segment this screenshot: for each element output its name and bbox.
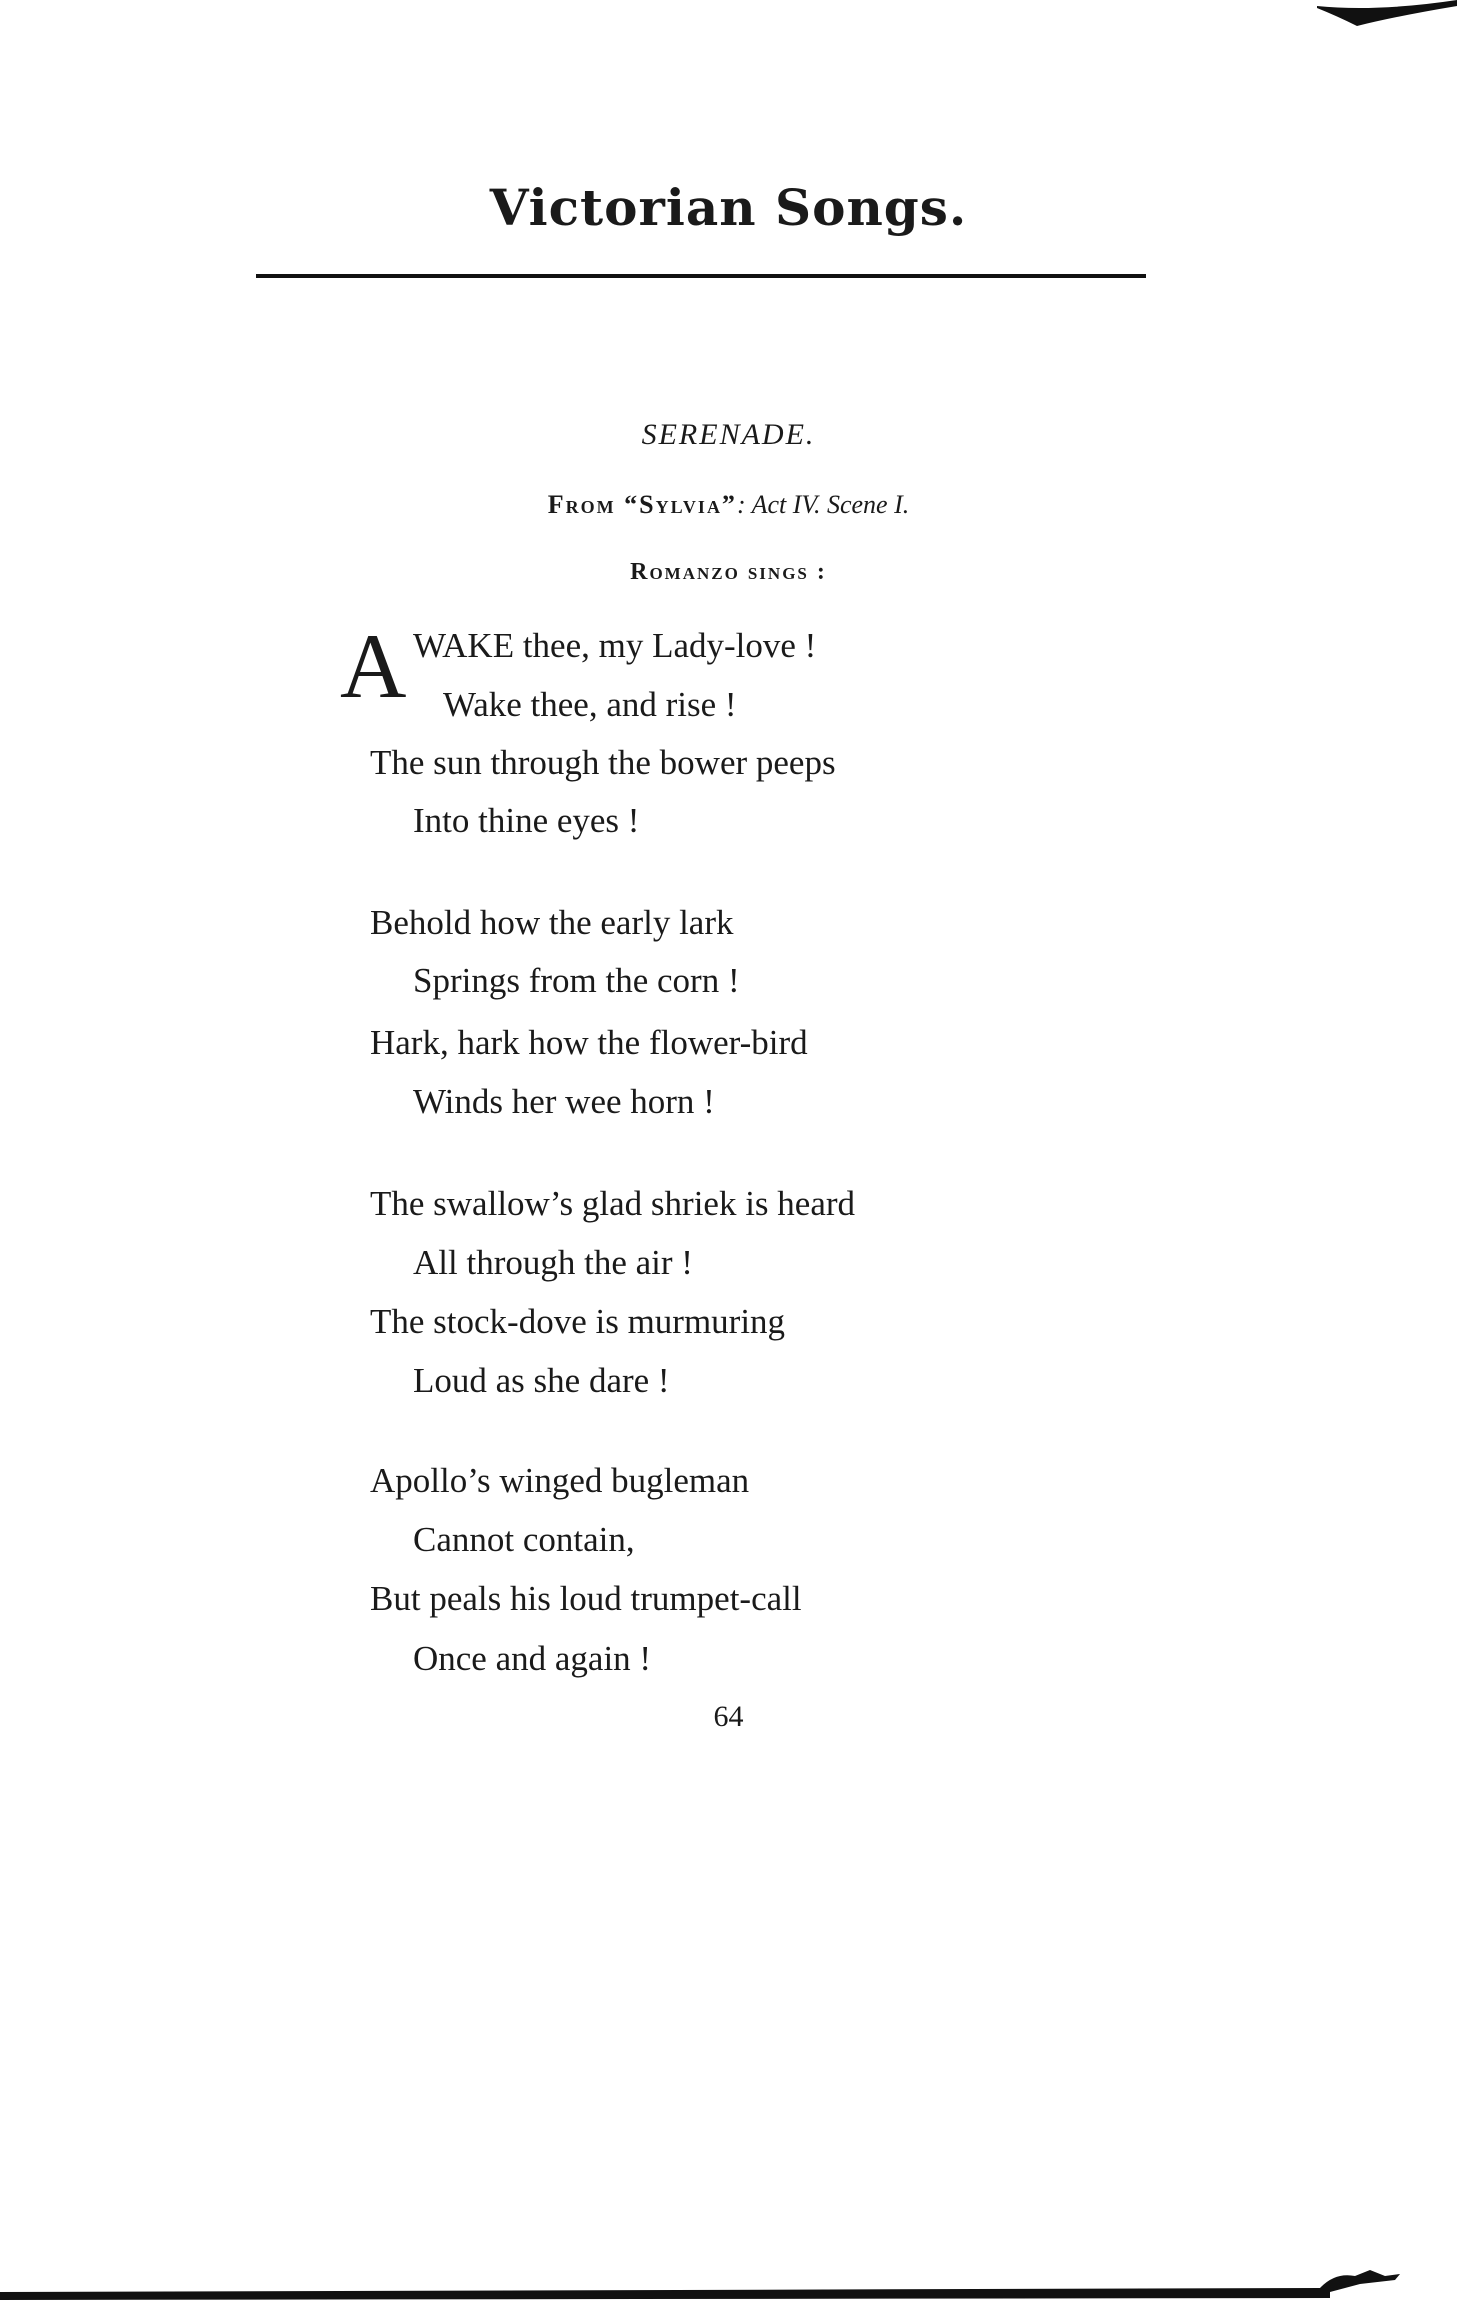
poem-line: WAKE thee, my Lady-love ! xyxy=(413,626,817,665)
song-title: SERENADE. xyxy=(641,418,816,451)
poem-line: Loud as she dare ! xyxy=(413,1361,670,1400)
song-source xyxy=(0,492,1457,518)
poem-line: The swallow’s glad shriek is heard xyxy=(370,1184,856,1223)
poem-line: But peals his loud trumpet-call xyxy=(370,1579,802,1618)
poem-line: Behold how the early lark xyxy=(370,903,734,942)
poem-line: The stock-dove is murmuring xyxy=(370,1302,786,1341)
poem-line: The sun through the bower peeps xyxy=(370,743,836,782)
poem-line: Into thine eyes ! xyxy=(413,801,640,840)
poem-line: All through the air ! xyxy=(413,1243,693,1282)
source-act-scene: : Act IV. Scene I. xyxy=(736,490,910,519)
poem-line: Wake thee, and rise ! xyxy=(443,685,737,724)
running-head: Victorian Songs. xyxy=(489,178,968,237)
source-prefix: From “Sylvia” xyxy=(547,490,737,519)
header-rule xyxy=(256,273,1146,281)
drop-cap: A xyxy=(340,615,407,717)
singer-direction: Romanzo sings : xyxy=(630,559,827,585)
poem-line: Hark, hark how the flower-bird xyxy=(370,1023,808,1062)
bottom-ink-rule xyxy=(0,2262,1457,2302)
poem-line: Once and again ! xyxy=(413,1639,652,1678)
poem-line: Apollo’s winged bugleman xyxy=(370,1461,750,1500)
page-number: 64 xyxy=(713,1700,744,1733)
poem-line: Winds her wee horn ! xyxy=(413,1082,715,1121)
poem-line: Springs from the corn ! xyxy=(413,961,740,1000)
corner-ink-mark xyxy=(1317,0,1457,30)
poem-line: Cannot contain, xyxy=(413,1520,635,1559)
